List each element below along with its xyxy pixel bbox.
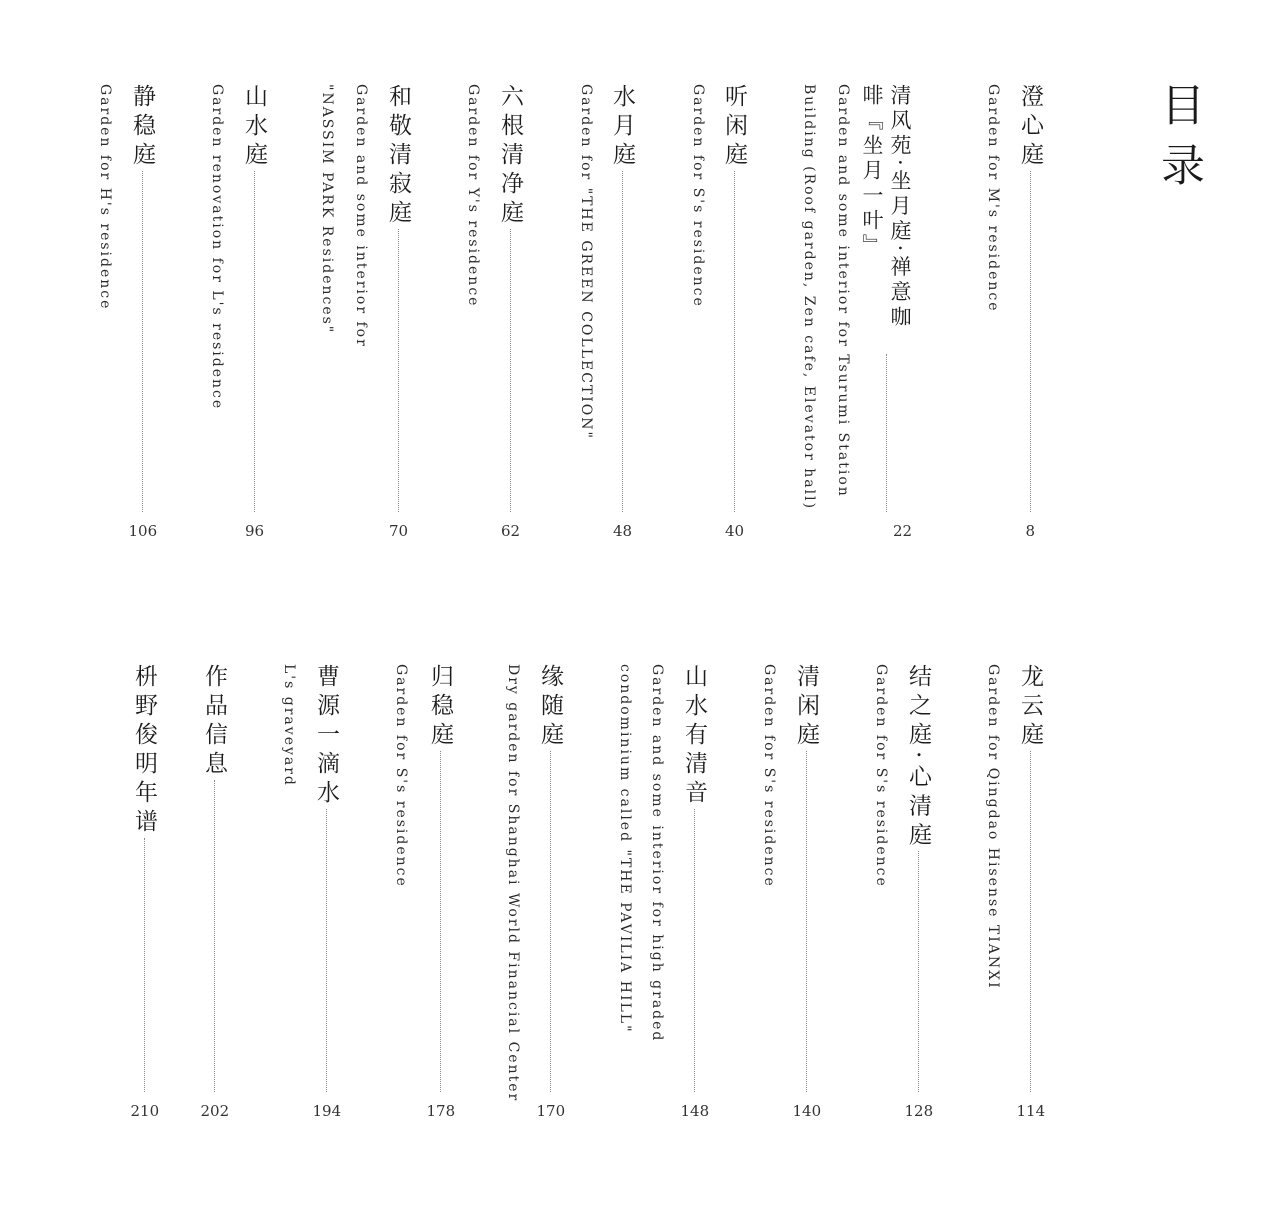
dotted-leader	[622, 171, 623, 512]
toc-entry-title-column	[240, 84, 268, 512]
toc-entry-subtitle: Garden for Y's residence	[465, 84, 481, 308]
toc-entry-page-number: 48	[613, 522, 633, 540]
toc-entry-subtitle: Garden for S's residence	[873, 664, 889, 888]
toc-entry-subtitle: Garden for Qingdao Hisense TIANXI	[985, 664, 1001, 990]
toc-entry-title: 清闲庭	[793, 664, 819, 751]
toc-entry-page-number: 22	[893, 522, 913, 540]
dotted-leader	[1030, 751, 1031, 1092]
dotted-leader	[142, 171, 143, 512]
dotted-leader	[398, 229, 399, 512]
toc-entry-subtitle: L's graveyard	[281, 664, 297, 787]
toc-entry-title: 澄心庭	[1017, 84, 1043, 171]
dotted-leader	[694, 809, 695, 1092]
dotted-leader	[806, 751, 807, 1092]
toc-entry-title-column	[904, 664, 932, 1092]
toc-entry-subtitle: Garden and some interior for	[353, 84, 369, 348]
dotted-leader	[144, 838, 145, 1092]
toc-entry-subtitle: Building (Roof garden, Zen cafe, Elevator hall)	[801, 84, 817, 511]
dotted-leader	[886, 354, 887, 512]
toc-entry-title-column	[720, 84, 748, 512]
toc-entry-title-column	[426, 664, 454, 1092]
toc-entry-title-column	[856, 84, 916, 512]
toc-entry-title-column	[384, 84, 412, 512]
toc-entry-subtitle: Garden for S's residence	[393, 664, 409, 888]
toc-entry-title-column	[496, 84, 524, 512]
toc-entry-subtitle: Garden for S's residence	[761, 664, 777, 888]
toc-entry-page-number: 148	[680, 1102, 710, 1120]
toc-entry-title-column	[200, 664, 228, 1092]
toc-entry-title-column	[680, 664, 708, 1092]
toc-entry-page-number: 210	[130, 1102, 160, 1120]
toc-entry-title: 结之庭·心清庭	[905, 664, 931, 852]
toc-entry-title-column	[130, 664, 158, 1092]
toc-entry-title-column	[1016, 664, 1044, 1092]
toc-entry-title-column	[312, 664, 340, 1092]
dotted-leader	[510, 229, 511, 512]
toc-entry-page-number: 8	[1025, 522, 1036, 540]
dotted-leader	[440, 751, 441, 1092]
toc-entry-title: 和敬清寂庭	[385, 84, 411, 229]
toc-entry-page-number: 178	[426, 1102, 456, 1120]
toc-entry-page-number: 140	[792, 1102, 822, 1120]
toc-entry-title-column	[792, 664, 820, 1092]
toc-entry-subtitle: Garden for M's residence	[985, 84, 1001, 313]
toc-entry-title: 曹源一滴水	[313, 664, 339, 809]
toc-entry-title: 枡野俊明年谱	[131, 664, 157, 838]
toc-entry-title: 作品信息	[201, 664, 227, 780]
toc-entry-title: 水月庭	[609, 84, 635, 171]
toc-entry-title: 静稳庭	[129, 84, 155, 171]
toc-entry-title: 缘随庭	[537, 664, 563, 751]
toc-entry-title: 六根清净庭	[497, 84, 523, 229]
toc-entry-title-column	[536, 664, 564, 1092]
toc-entry-page-number: 170	[536, 1102, 566, 1120]
dotted-leader	[214, 780, 215, 1092]
toc-entry-title: 听闲庭	[721, 84, 747, 171]
toc-entry-subtitle: Garden renovation for L's residence	[209, 84, 225, 411]
toc-entry-subtitle: Garden for H's residence	[97, 84, 113, 311]
toc-entry-title-column	[1016, 84, 1044, 512]
toc-entry-page-number: 114	[1016, 1102, 1046, 1120]
toc-entry-title: 龙云庭	[1017, 664, 1043, 751]
dotted-leader	[1030, 171, 1031, 512]
toc-entry-page-number: 128	[904, 1102, 934, 1120]
toc-entry-page-number: 194	[312, 1102, 342, 1120]
toc-entry-page-number: 202	[200, 1102, 230, 1120]
toc-entry-page-number: 106	[128, 522, 158, 540]
toc-entry-subtitle: Garden and some interior for Tsurumi Station	[835, 84, 851, 498]
toc-entry-page-number: 96	[245, 522, 265, 540]
page-title: 目录	[1153, 82, 1204, 202]
toc-entry-page-number: 70	[389, 522, 409, 540]
toc-entry-page-number: 40	[725, 522, 745, 540]
toc-entry-subtitle: "NASSIM PARK Residences"	[319, 84, 335, 335]
toc-entry-title: 归稳庭	[427, 664, 453, 751]
toc-entry-title: 清风苑·坐月庭·禅意咖啡『坐月一叶』	[860, 84, 912, 331]
toc-entry-subtitle: Garden for S's residence	[690, 84, 706, 308]
toc-entry-page-number: 62	[501, 522, 521, 540]
dotted-leader	[918, 851, 919, 1092]
dotted-leader	[326, 809, 327, 1092]
dotted-leader	[734, 171, 735, 512]
toc-entry-title-column	[608, 84, 636, 512]
toc-entry-title: 山水有清音	[681, 664, 707, 809]
toc-entry-subtitle: Dry garden for Shanghai World Financial Center	[505, 664, 521, 1103]
dotted-leader	[550, 751, 551, 1092]
toc-entry-title: 山水庭	[241, 84, 267, 171]
toc-entry-subtitle: condominium called "THE PAVILIA HILL"	[617, 664, 633, 1034]
dotted-leader	[254, 171, 255, 512]
toc-entry-title-column	[128, 84, 156, 512]
toc-entry-subtitle: Garden for "THE GREEN COLLECTION"	[578, 84, 594, 440]
toc-entry-subtitle: Garden and some interior for high graded	[649, 664, 665, 1043]
